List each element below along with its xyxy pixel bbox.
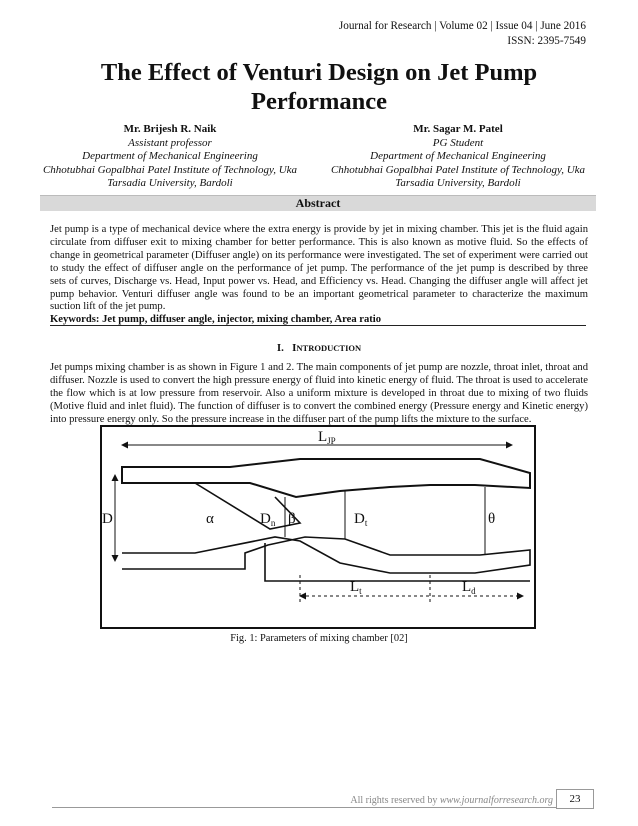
section-heading bbox=[0, 342, 638, 354]
page-number: 23 bbox=[556, 789, 594, 809]
journal-line: Journal for Research | Volume 02 | Issue 04 | June 2016 bbox=[338, 20, 586, 32]
mixing-chamber-figure bbox=[100, 425, 536, 629]
footer-rule bbox=[52, 807, 556, 808]
intro-paragraph: Jet pumps mixing chamber is as shown in Figure 1 and 2. The main components of jet pump are nozzle, throat inlet, throat and diffuser. Nozzle is used to convert the high pressure energy of fluid into kinetic energy of fluid. The throat is used to accelerate the flow which is at low pressure from reservoir. Also a uniform mixture is developed in throat due to mixing of two fluids (Motive fluid and inlet fluid). The function of diffuser is to convert the combined energy (Pressure energy and Kinetic energy) into pressure energy only. So the pressure increase in the diffuser part of the pump lifts the mixture to the surface. bbox=[50, 362, 588, 425]
author-department: Department of Mechanical Engineering bbox=[370, 150, 546, 163]
author-name: Mr. Brijesh R. Naik bbox=[123, 123, 217, 135]
figure-frame bbox=[101, 426, 535, 628]
author-role: Assistant professor bbox=[128, 136, 212, 149]
section-title-rest: NTRODUCTION bbox=[296, 343, 362, 353]
rights-text: All rights reserved by bbox=[350, 795, 440, 806]
label-lt: $L_t$ bbox=[350, 579, 362, 596]
author-block-2 bbox=[318, 123, 598, 191]
paper-title bbox=[40, 58, 598, 116]
author-university: Tarsadia University, Bardoli bbox=[107, 177, 233, 190]
footer-url[interactable]: www.journalforresearch.org bbox=[439, 795, 553, 806]
label-ld: $L_d$ bbox=[462, 579, 476, 596]
keywords: Keywords: Jet pump, diffuser angle, injector, mixing chamber, Area ratio bbox=[50, 314, 382, 326]
author-name: Mr. Sagar M. Patel bbox=[413, 123, 503, 135]
label-beta: β bbox=[288, 511, 296, 527]
label-d: D bbox=[102, 511, 113, 527]
abstract-heading: Abstract bbox=[40, 195, 596, 211]
label-ljp: $L_{JP}$ bbox=[318, 429, 336, 446]
section-divider bbox=[50, 325, 586, 326]
footer-rights bbox=[350, 795, 553, 806]
title-line-2: Performance bbox=[250, 88, 388, 115]
abstract-body bbox=[50, 224, 588, 327]
author-university: Tarsadia University, Bardoli bbox=[395, 177, 521, 190]
section-first-letter: I bbox=[292, 342, 297, 354]
author-department: Department of Mechanical Engineering bbox=[82, 150, 258, 163]
author-role: PG Student bbox=[432, 136, 484, 149]
label-alpha: α bbox=[206, 511, 214, 527]
journal-header bbox=[339, 19, 586, 49]
issn-line: ISSN: 2395-7549 bbox=[507, 35, 586, 47]
figure-caption: Fig. 1: Parameters of mixing chamber [02] bbox=[230, 633, 408, 644]
abstract-text: Jet pump is a type of mechanical device where the extra energy is provide by jet in mixing chamber. This jet is the fluid again circulate from diffuser exit to mixing chamber for better performance. This is also known as motive fluid. So the effects of change in geometrical parameter (Diffuser angle) on its performance were investigated. The set of experiment were carried out to study the effect of diffuser angle on the performance of jet pump. The performance of the jet pump is described by three sets of curves, Discharge vs. Head, Input power vs. Head, and Efficiency vs. Head. Changing the diffuser angle will affect jet pump behavior. Venturi diffuser angle was found to be an important geometrical parameter to characterize the maximum suction lift of the jet pump. bbox=[50, 224, 588, 313]
label-theta: θ bbox=[488, 511, 496, 527]
author-institute: Chhotubhai Gopalbhai Patel Institute of Technology, Uka bbox=[42, 163, 298, 176]
label-dn: $D_n$ bbox=[260, 511, 276, 528]
section-number: I. bbox=[276, 342, 284, 354]
label-dt: $D_t$ bbox=[354, 511, 368, 528]
title-line-1: The Effect of Venturi Design on Jet Pump bbox=[100, 59, 538, 86]
author-institute: Chhotubhai Gopalbhai Patel Institute of Technology, Uka bbox=[330, 163, 586, 176]
author-block-1 bbox=[30, 123, 310, 191]
